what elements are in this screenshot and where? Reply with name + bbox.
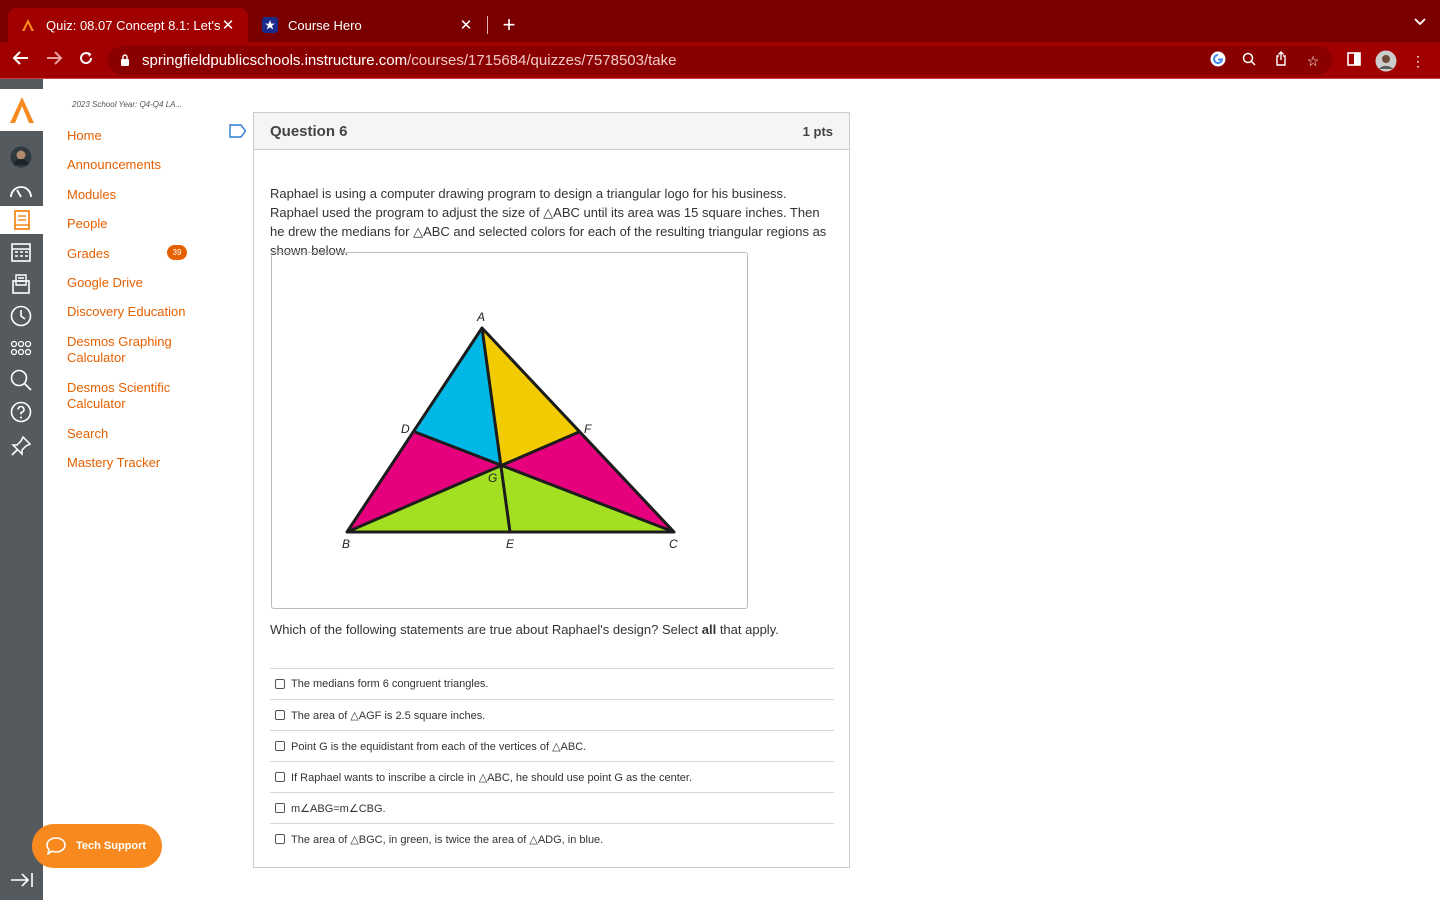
- nav-grades[interactable]: Grades: [67, 246, 110, 261]
- canvas-logo-icon: [20, 17, 36, 33]
- label-a: A: [477, 310, 486, 324]
- label-e: E: [506, 537, 515, 551]
- medians-diagram: [272, 253, 747, 608]
- nav-discovery-education[interactable]: Discovery Education: [67, 304, 186, 319]
- checkbox[interactable]: [275, 679, 285, 689]
- sidepanel-icon[interactable]: [1343, 50, 1365, 72]
- kebab-menu-icon[interactable]: ⋮: [1411, 53, 1425, 69]
- tab-course-hero[interactable]: [250, 8, 486, 42]
- new-tab-icon[interactable]: +: [502, 12, 516, 37]
- checkbox[interactable]: [275, 741, 285, 751]
- nav-desmos-scientific[interactable]: Desmos Scientific Calculator: [67, 380, 171, 411]
- flag-question-icon[interactable]: [229, 124, 247, 138]
- help-icon[interactable]: [8, 399, 34, 425]
- answer-option[interactable]: The medians form 6 congruent triangles.: [270, 668, 834, 699]
- zoom-icon[interactable]: [1239, 51, 1259, 71]
- star-icon: [262, 17, 278, 33]
- browser-toolbar: [0, 42, 1440, 79]
- browser-tab-bar: [0, 0, 1440, 42]
- checkbox[interactable]: [275, 710, 285, 720]
- reload-icon[interactable]: [74, 48, 98, 72]
- close-tab-icon[interactable]: ✕: [459, 17, 473, 34]
- groups-icon[interactable]: [8, 335, 34, 361]
- canvas-logo-icon[interactable]: [0, 89, 43, 131]
- address-bar[interactable]: [108, 46, 1332, 75]
- question-points: 1 pts: [802, 124, 833, 139]
- nav-mastery-tracker[interactable]: Mastery Tracker: [67, 455, 161, 470]
- nav-announcements[interactable]: Announcements: [67, 157, 161, 172]
- forward-arrow-icon[interactable]: [42, 48, 66, 72]
- tab-quiz[interactable]: [8, 8, 248, 42]
- grades-badge: 39: [167, 245, 187, 260]
- nav-google-drive[interactable]: Google Drive: [67, 275, 143, 290]
- tab-separator: [487, 16, 488, 34]
- nav-search[interactable]: Search: [67, 426, 109, 441]
- label-c: C: [669, 537, 678, 551]
- nav-modules[interactable]: Modules: [67, 187, 117, 202]
- answer-option[interactable]: The area of △AGF is 2.5 square inches.: [270, 699, 834, 730]
- pin-icon[interactable]: [8, 433, 34, 459]
- chat-bubble-icon: [46, 837, 66, 855]
- search-icon[interactable]: [8, 367, 34, 393]
- checkbox[interactable]: [275, 834, 285, 844]
- tech-support-label: Tech Support: [76, 840, 147, 852]
- label-f: F: [584, 422, 592, 436]
- bookmark-star-icon[interactable]: ☆: [1306, 53, 1320, 69]
- global-navigation: [0, 79, 43, 900]
- close-tab-icon[interactable]: ✕: [221, 17, 235, 34]
- tab-title: Course Hero: [288, 17, 362, 33]
- inbox-icon[interactable]: [8, 271, 34, 297]
- label-g: G: [488, 471, 498, 485]
- question-box: [253, 112, 850, 868]
- checkbox[interactable]: [275, 772, 285, 782]
- checkbox[interactable]: [275, 803, 285, 813]
- account-avatar-icon[interactable]: [8, 144, 34, 170]
- answer-option[interactable]: The area of △BGC, in green, is twice the area of △ADG, in blue.: [270, 823, 834, 854]
- tab-title: Quiz: 08.07 Concept 8.1: Let's: [46, 17, 220, 33]
- question-text: Raphael is using a computer drawing program to design a triangular logo for his business. Raphael used the program to adjust the size of △ABC until its area was 15 square inches. Then he drew the medians for △ABC and selected colors for each of the resulting triangular regions as shown below.: [270, 186, 827, 258]
- question-header: [254, 113, 849, 150]
- dashboard-icon[interactable]: [8, 177, 34, 203]
- triangle-figure: [271, 252, 748, 609]
- courses-icon[interactable]: [0, 206, 43, 234]
- url-text: springfieldpublicschools.instructure.com/courses/1715684/quizzes/7578503/take: [142, 52, 677, 69]
- breadcrumb[interactable]: 2023 School Year: Q4-Q4 LA...: [72, 100, 183, 109]
- label-b: B: [342, 537, 351, 551]
- question-title: Question 6: [270, 123, 348, 140]
- google-icon[interactable]: [1208, 51, 1228, 71]
- calendar-icon[interactable]: [8, 239, 34, 265]
- answer-option[interactable]: If Raphael wants to inscribe a circle in △ABC, he should use point G as the center.: [270, 761, 834, 792]
- nav-desmos-graphing[interactable]: Desmos Graphing Calculator: [67, 334, 172, 365]
- share-icon[interactable]: [1271, 51, 1291, 71]
- answer-option[interactable]: Point G is the equidistant from each of the vertices of △ABC.: [270, 730, 834, 761]
- lock-icon: [120, 53, 130, 67]
- nav-people[interactable]: People: [67, 216, 108, 231]
- profile-avatar-icon[interactable]: [1375, 50, 1397, 72]
- collapse-nav-icon[interactable]: [10, 870, 34, 890]
- answer-option[interactable]: m∠ABG=m∠CBG.: [270, 792, 834, 823]
- answer-list: [270, 668, 834, 854]
- tech-support-button[interactable]: [32, 824, 162, 868]
- question-prompt: Which of the following statements are true about Raphael's design? Select all that apply.: [270, 622, 779, 637]
- back-arrow-icon[interactable]: [9, 48, 33, 72]
- history-clock-icon[interactable]: [8, 303, 34, 329]
- label-d: D: [401, 422, 410, 436]
- chevron-down-icon[interactable]: [1414, 13, 1426, 29]
- nav-home[interactable]: Home: [67, 128, 102, 143]
